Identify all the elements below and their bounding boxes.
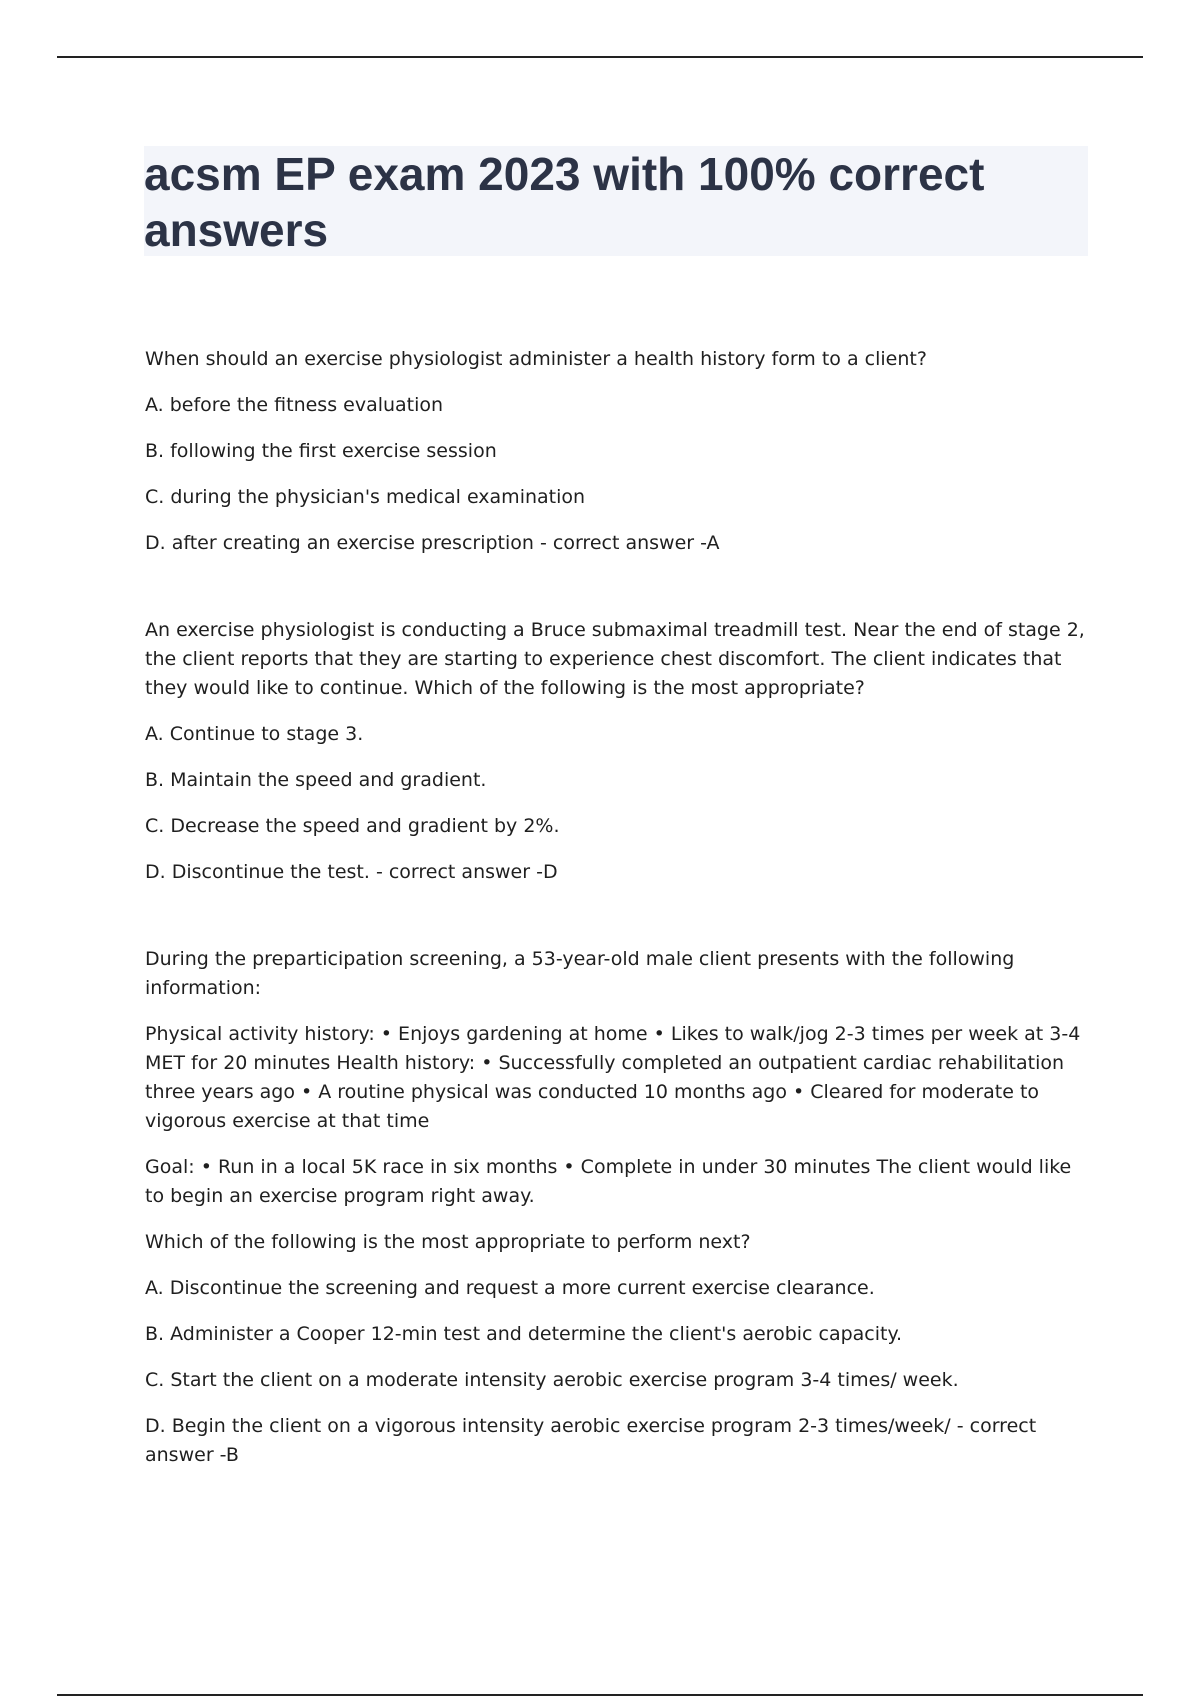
question-2-stem: An exercise physiologist is conducting a Bruce submaximal treadmill test. Near the end of stage 2, the client reports that they are starting to experience chest discomfort. The client indicates that they would like to continue. Which of the following is the most appropriate? <box>145 619 1085 699</box>
question-1-option-a: A. before the fitness evaluation <box>145 394 444 416</box>
question-2-option-a: A. Continue to stage 3. <box>145 723 364 745</box>
question-1 <box>145 345 1095 558</box>
page-title: acsm EP exam 2023 with 100% correct answers <box>144 148 985 256</box>
question-list <box>145 345 1095 1470</box>
question-3 <box>145 945 1095 1470</box>
bottom-divider <box>57 1694 1143 1696</box>
question-2 <box>145 616 1095 887</box>
question-3-history: Physical activity history: • Enjoys gardening at home • Likes to walk/jog 2-3 times per week at 3-4 MET for 20 minutes Health history: • Successfully completed an outpatient cardiac rehabilitation three years ago • A routine physical was conducted 10 months ago • Cleared for moderate to vigorous exercise at that time <box>145 1023 1081 1132</box>
question-3-prompt: Which of the following is the most appropriate to perform next? <box>145 1231 751 1253</box>
top-divider <box>57 56 1143 58</box>
question-3-option-b: B. Administer a Cooper 12-min test and determine the client's aerobic capacity. <box>145 1323 903 1345</box>
question-3-goal: Goal: • Run in a local 5K race in six months • Complete in under 30 minutes The client would like to begin an exercise program right away. <box>145 1156 1072 1207</box>
question-3-stem: During the preparticipation screening, a 53-year-old male client presents with the following information: <box>145 948 1015 999</box>
question-1-stem: When should an exercise physiologist administer a health history form to a client? <box>145 348 927 370</box>
question-2-option-d: D. Discontinue the test. - correct answer -D <box>145 861 558 883</box>
question-2-option-c: C. Decrease the speed and gradient by 2%. <box>145 815 560 837</box>
question-1-option-c: C. during the physician's medical examination <box>145 486 586 508</box>
question-2-option-b: B. Maintain the speed and gradient. <box>145 769 487 791</box>
question-3-option-c: C. Start the client on a moderate intensity aerobic exercise program 3-4 times/ week. <box>145 1369 959 1391</box>
question-3-option-d: D. Begin the client on a vigorous intensity aerobic exercise program 2-3 times/week/ - correct answer -B <box>145 1415 1037 1466</box>
question-3-option-a: A. Discontinue the screening and request a more current exercise clearance. <box>145 1277 875 1299</box>
question-1-option-d: D. after creating an exercise prescription - correct answer -A <box>145 532 720 554</box>
question-1-option-b: B. following the first exercise session <box>145 440 497 462</box>
